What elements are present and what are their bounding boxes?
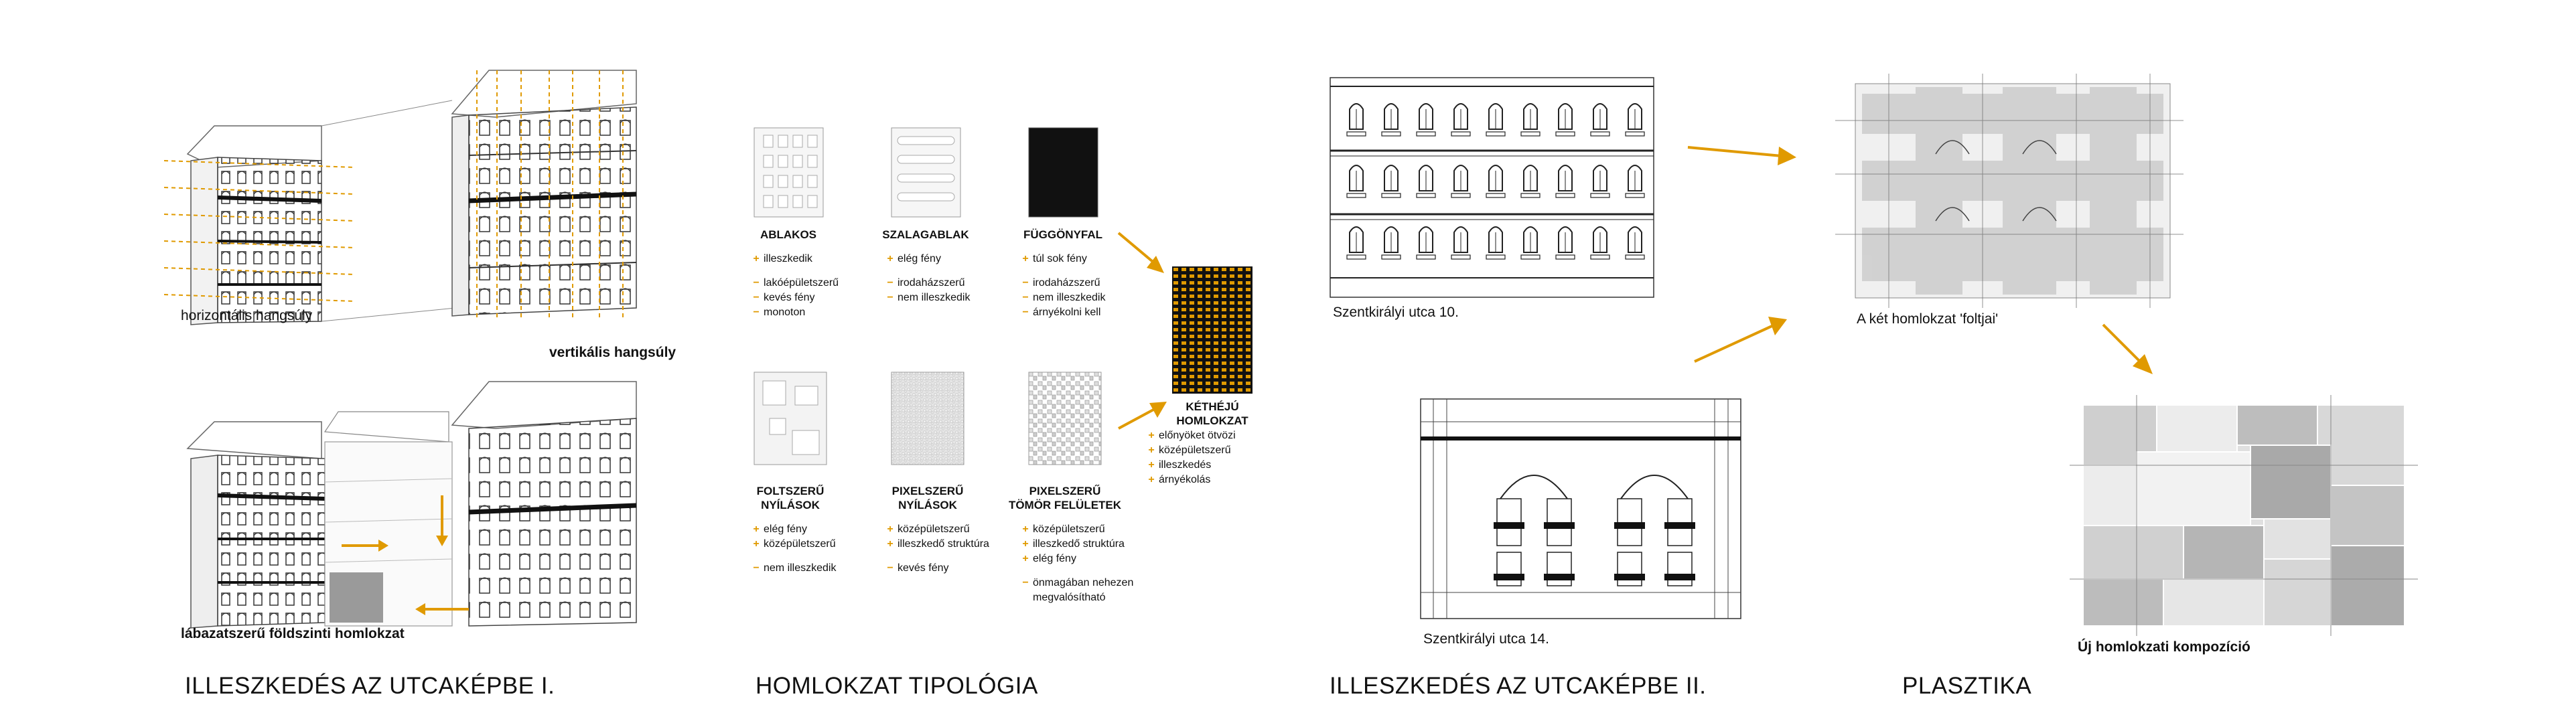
list-item-text: önmagában nehezen — [1033, 577, 1134, 588]
double-skin-name: KÉTHÉJÚ HOMLOKZAT — [1176, 400, 1248, 427]
list-item-text: árnyékolni kell — [1033, 307, 1101, 318]
list-item — [883, 252, 970, 266]
list-item — [749, 276, 839, 291]
section-title-typology: HOMLOKZAT TIPOLÓGIA — [756, 673, 1038, 699]
horizontal-emphasis-label: horizontális hangsúly — [181, 308, 313, 323]
list-gap — [1018, 566, 1133, 576]
facade-szentkiralyi-14 — [1420, 398, 1741, 619]
list-item — [1018, 537, 1133, 552]
list-item — [1018, 552, 1133, 566]
list-item — [749, 291, 839, 305]
facade-a-caption: Szentkirályi utca 10. — [1333, 305, 1459, 320]
plus-icon: + — [753, 538, 760, 550]
list-item-text: nem illeszkedik — [1033, 292, 1106, 303]
vertical-emphasis-building — [452, 70, 636, 318]
list-item — [1144, 428, 1236, 443]
typology-spots-name: FOLTSZERŰ NYÍLÁSOK — [756, 485, 825, 511]
list-item — [749, 522, 836, 537]
list-item-text: illeszkedő struktúra — [1033, 538, 1125, 550]
minus-icon: − — [887, 277, 893, 289]
list-item — [1018, 522, 1133, 537]
plus-icon: + — [1148, 430, 1155, 441]
list-item-text: előnyöket ötvözi — [1159, 430, 1236, 441]
list-item-text: nem illeszkedik — [898, 292, 971, 303]
list-gap — [883, 552, 989, 561]
list-gap — [1018, 266, 1105, 276]
typology-ribbon-name: SZALAGABLAK — [882, 228, 969, 241]
list-item — [883, 537, 989, 552]
facade-overlay-stains — [1835, 74, 2184, 308]
new-facade-composition — [2070, 395, 2418, 636]
list-item-text: középületszerű — [1159, 445, 1231, 456]
list-item-text: elég fény — [1033, 553, 1076, 564]
list-item-text: elég fény — [764, 524, 807, 535]
vertical-emphasis-label: vertikális hangsúly — [549, 345, 676, 360]
list-item — [749, 305, 839, 320]
list-item — [1018, 252, 1105, 266]
typology-pixels-list — [883, 522, 989, 576]
list-item — [749, 537, 836, 552]
double-skin-list — [1144, 428, 1236, 487]
list-item — [1018, 276, 1105, 291]
list-item-text: irodaházszerű — [1033, 277, 1100, 289]
composition-caption: Új homlokzati kompozíció — [2078, 639, 2250, 655]
plus-icon: + — [1022, 253, 1029, 264]
typology-solid-pixels-name: PIXELSZERŰ TÖMÖR FELÜLETEK — [1008, 485, 1122, 511]
list-item-text: megvalósítható — [1033, 592, 1106, 603]
minus-icon: − — [753, 307, 760, 318]
plinth-street-composite — [188, 382, 636, 628]
plus-icon: + — [1148, 445, 1155, 456]
minus-icon: − — [753, 277, 760, 289]
plasticity-arrow — [2096, 318, 2170, 392]
list-item — [1144, 458, 1236, 473]
minus-icon: − — [753, 292, 760, 303]
facade-b-caption: Szentkirályi utca 14. — [1423, 631, 1549, 647]
minus-icon: − — [1022, 277, 1029, 289]
list-item-text: nem illeszkedik — [764, 562, 837, 574]
list-item — [883, 291, 970, 305]
plus-icon: + — [1022, 524, 1029, 535]
typology-curtain-list — [1018, 252, 1105, 320]
plus-icon: + — [1148, 474, 1155, 485]
plus-icon: + — [753, 253, 760, 264]
list-item — [1018, 291, 1105, 305]
list-gap — [749, 266, 839, 276]
plus-icon: + — [1022, 553, 1029, 564]
typology-windows-name: ABLAKOS — [760, 228, 817, 241]
list-item-text: lakóépületszerű — [764, 277, 839, 289]
double-skin-panel — [1172, 266, 1253, 394]
list-item-text: középületszerű — [1033, 524, 1105, 535]
list-item — [1018, 305, 1105, 320]
typology-solid-pixels-panel — [1028, 372, 1102, 465]
typology-spots-list — [749, 522, 836, 576]
list-item — [883, 276, 970, 291]
typology-solid-pixels-list — [1018, 522, 1133, 605]
list-item — [1018, 576, 1133, 590]
list-item — [749, 252, 839, 266]
section-title-fit-1: ILLESZKEDÉS AZ UTCAKÉPBE I. — [185, 673, 555, 699]
section-title-plasticity: PLASZTIKA — [1902, 673, 2032, 699]
list-item-text: középületszerű — [764, 538, 836, 550]
typology-spots-panel — [754, 372, 827, 465]
list-item-text: árnyékolás — [1159, 474, 1211, 485]
minus-icon: − — [753, 562, 760, 574]
list-gap — [749, 552, 836, 561]
minus-icon: − — [1022, 292, 1029, 303]
typology-windows-list — [749, 252, 839, 320]
typology-pixels-name: PIXELSZERŰ NYÍLÁSOK — [891, 485, 964, 511]
section-title-fit-2: ILLESZKEDÉS AZ UTCAKÉPBE II. — [1330, 673, 1707, 699]
list-item — [883, 522, 989, 537]
minus-icon: − — [1022, 577, 1029, 588]
list-item-text: kevés fény — [898, 562, 949, 574]
typology-ribbon-panel — [891, 127, 961, 218]
typology-curtain-name: FÜGGÖNYFAL — [1023, 228, 1103, 241]
typology-curtain-panel — [1028, 127, 1098, 218]
list-item-text: illeszkedő struktúra — [898, 538, 989, 550]
list-item-text: elég fény — [898, 253, 941, 264]
minus-icon: − — [887, 562, 893, 574]
horizontal-emphasis-building — [164, 100, 455, 325]
facade-szentkiralyi-10 — [1330, 77, 1654, 298]
list-gap — [883, 266, 970, 276]
list-item-text: túl sok fény — [1033, 253, 1087, 264]
minus-icon: − — [887, 292, 893, 303]
typology-ribbon-list — [883, 252, 970, 305]
typology-windows-panel — [754, 127, 824, 218]
list-item — [749, 561, 836, 576]
plinth-facade-label: lábazatszerű földszinti homlokzat — [181, 626, 405, 641]
streetscape-fit-diagram — [154, 67, 676, 656]
plus-icon: + — [753, 524, 760, 535]
list-item-text: illeszkedés — [1159, 459, 1212, 471]
minus-icon: − — [1022, 307, 1029, 318]
list-item — [1018, 590, 1133, 605]
typology-pixels-panel — [891, 372, 964, 465]
list-item-text: illeszkedik — [764, 253, 812, 264]
list-item — [1144, 443, 1236, 458]
overlay-caption: A két homlokzat 'foltjai' — [1857, 311, 1999, 327]
list-item — [883, 561, 989, 576]
list-item-text: irodaházszerű — [898, 277, 965, 289]
list-item-text: középületszerű — [898, 524, 970, 535]
list-item-text: monoton — [764, 307, 806, 318]
list-item-text: kevés fény — [764, 292, 815, 303]
list-item — [1144, 473, 1236, 487]
plus-icon: + — [887, 253, 893, 264]
plus-icon: + — [887, 538, 893, 550]
plus-icon: + — [1022, 538, 1029, 550]
facade-arrows — [1681, 131, 1802, 372]
plus-icon: + — [887, 524, 893, 535]
plus-icon: + — [1148, 459, 1155, 471]
